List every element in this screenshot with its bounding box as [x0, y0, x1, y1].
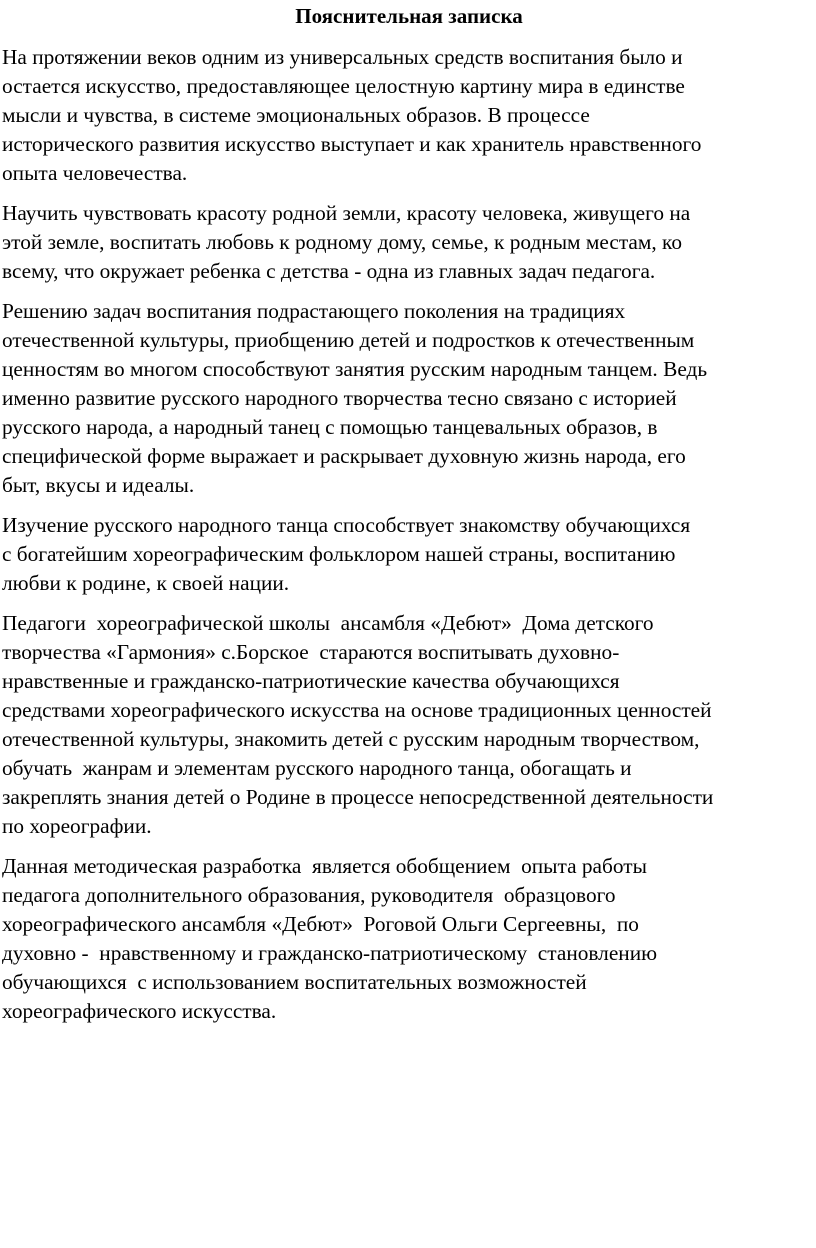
- paragraph-line: духовно - нравственному и гражданско-патриотическому становлению: [2, 941, 658, 965]
- paragraph-line: Решению задач воспитания подрастающего поколения на традициях: [2, 299, 626, 323]
- paragraph-line: нравственные и гражданско-патриотические качества обучающихся: [2, 669, 620, 693]
- paragraph: [2, 43, 816, 188]
- paragraph: [2, 199, 816, 286]
- paragraph-line: мысли и чувства, в системе эмоциональных образов. В процессе: [2, 103, 590, 127]
- paragraph-line: Данная методическая разработка является обобщением опыта работы: [2, 854, 647, 878]
- paragraph-line: обучать жанрам и элементам русского народного танца, обогащать и: [2, 756, 632, 780]
- page-title: Пояснительная записка: [295, 4, 523, 28]
- paragraph-line: Изучение русского народного танца способствует знакомству обучающихся: [2, 513, 691, 537]
- paragraph-line: хореографического ансамбля «Дебют» Роговой Ольги Сергеевны, по: [2, 912, 639, 936]
- paragraph-line: этой земле, воспитать любовь к родному дому, семье, к родным местам, ко: [2, 230, 682, 254]
- paragraph-line: остается искусство, предоставляющее целостную картину мира в единстве: [2, 74, 685, 98]
- paragraph-line: любви к родине, к своей нации.: [2, 571, 290, 595]
- paragraph-line: русского народа, а народный танец с помощью танцевальных образов, в: [2, 415, 658, 439]
- paragraph-line: Педагоги хореографической школы ансамбля «Дебют» Дома детского: [2, 611, 654, 635]
- paragraph-line: Научить чувствовать красоту родной земли, красоту человека, живущего на: [2, 201, 691, 225]
- paragraph-line: исторического развития искусство выступает и как хранитель нравственного: [2, 132, 702, 156]
- paragraph-line: На протяжении веков одним из универсальных средств воспитания было и: [2, 45, 683, 69]
- paragraph-line: быт, вкусы и идеалы.: [2, 473, 195, 497]
- paragraph-line: ценностям во многом способствуют занятия русским народным танцем. Ведь: [2, 357, 708, 381]
- paragraph-line: педагога дополнительного образования, руководителя образцового: [2, 883, 616, 907]
- paragraph-line: обучающихся с использованием воспитательных возможностей: [2, 970, 587, 994]
- paragraph-line: с богатейшим хореографическим фольклором нашей страны, воспитанию: [2, 542, 676, 566]
- paragraph-line: именно развитие русского народного творчества тесно связано с историей: [2, 386, 677, 410]
- paragraph-line: отечественной культуры, знакомить детей с русским народным творчеством,: [2, 727, 700, 751]
- paragraph: [2, 609, 816, 841]
- paragraph-line: хореографического искусства.: [2, 999, 277, 1023]
- paragraph-line: закреплять знания детей о Родине в процессе непосредственной деятельности: [2, 785, 714, 809]
- paragraph: [2, 511, 816, 598]
- paragraph: [2, 852, 816, 1026]
- paragraph-line: всему, что окружает ребенка с детства - одна из главных задач педагога.: [2, 259, 656, 283]
- document-body: [2, 43, 816, 1026]
- paragraph-line: специфической форме выражает и раскрывает духовную жизнь народа, его: [2, 444, 686, 468]
- paragraph-line: средствами хореографического искусства на основе традиционных ценностей: [2, 698, 712, 722]
- paragraph: [2, 297, 816, 500]
- paragraph-line: отечественной культуры, приобщению детей и подростков к отечественным: [2, 328, 695, 352]
- paragraph-line: творчества «Гармония» с.Борское стараются воспитывать духовно-: [2, 640, 620, 664]
- paragraph-line: по хореографии.: [2, 814, 152, 838]
- paragraph-line: опыта человечества.: [2, 161, 188, 185]
